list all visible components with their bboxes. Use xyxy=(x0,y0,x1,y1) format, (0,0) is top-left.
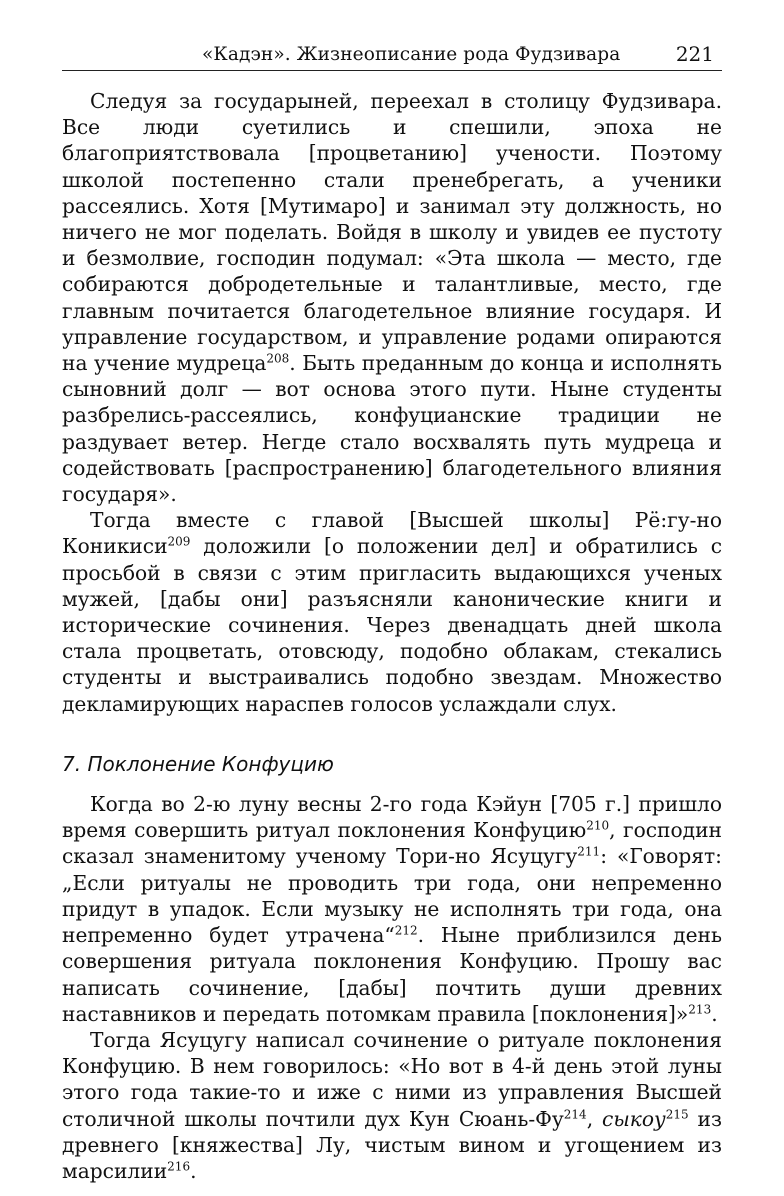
paragraph-text: , господин сказал знаменитому ученому Тори-но Ясуцугу xyxy=(62,818,722,869)
paragraph-text: . Ныне приблизился день совершения ритуала поклонения Конфуцию. Прошу вас написать сочинение, [дабы] почтить души древних наставников и передать потомкам правила [поклонения]» xyxy=(62,923,722,1026)
footnote-ref: 216 xyxy=(167,1159,191,1174)
footnote-ref: 212 xyxy=(394,923,418,938)
page-number: 221 xyxy=(675,42,714,66)
paragraph-text: из древнего [княжества] Лу, чистым вином и угощением из марсилии xyxy=(62,1106,722,1183)
footnote-ref: 208 xyxy=(266,351,290,366)
paragraph-text: : «Говорят: „Если ритуалы не проводить три года, они непременно придут в упадок. Если музыку не исполнять три года, она непременно будет утрачена“ xyxy=(62,844,722,948)
paragraph-text: Когда во 2-ю луну весны 2-го года Кэйун [705 г.] пришло время совершить ритуал поклонения Конфуцию xyxy=(62,792,722,843)
footnote-ref: 215 xyxy=(665,1106,689,1121)
paragraph-text: Тогда Ясуцугу написал сочинение о ритуале поклонения Конфуцию. В нем говорилось: «Но вот в 4-й день этой луны этого года такие-то и иже с ними из управления Высшей столичной школы почтили дух Кун Сюань-Фу xyxy=(62,1027,722,1131)
paragraph-text: доложили [о положении дел] и обратились с просьбой в связи с этим пригласить выдающихся ученых мужей, [дабы они] разъясняли канонические книги и исторические сочинения. Через двенадцать дней школа стала процветать, отовсюду, подобно облакам, стекались студенты и выстраивались подобно звездам. Множество декламирующих нараспев голосов услаждали слух. xyxy=(62,534,722,716)
running-header xyxy=(62,40,722,71)
paragraph-1 xyxy=(62,88,722,507)
footnote-ref: 210 xyxy=(586,818,610,833)
section-title: 7. Поклонение Конфуцию xyxy=(62,751,334,776)
page-body xyxy=(62,88,722,1184)
paragraph-text: Следуя за государыней, переехал в столицу Фудзивара. Все люди суетились и спешили, эпоха не благоприятствовала [процветанию] учености. Поэтому школой постепенно стали пренебрегать, а ученики рассеялись. Хотя [Мутимаро] и занимал эту должность, но ничего не мог поделать. Войдя в школу и увидев ее пустоту и безмолвие, господин подумал: «Эта школа — место, где собираются добродетельные и талантливые, место, где главным почитается благодетельное влияние государя. И управление государством, и управление родами опираются на учение мудреца xyxy=(62,89,722,376)
paragraph-text: , xyxy=(586,1106,603,1131)
paragraph-3 xyxy=(62,791,722,1027)
footnote-ref: 209 xyxy=(167,534,191,549)
italic-term: сыкоу xyxy=(602,1106,666,1131)
footnote-ref: 213 xyxy=(688,1001,712,1016)
paragraph-text: . xyxy=(711,1001,718,1026)
footnote-ref: 214 xyxy=(563,1106,587,1121)
footnote-ref: 211 xyxy=(577,844,601,859)
running-title: «Кадэн». Жизнеописание рода Фудзивара xyxy=(202,44,621,65)
paragraph-text: Тогда вместе с главой [Высшей школы] Рё:гу-но Коникиси xyxy=(62,508,722,559)
paragraph-2 xyxy=(62,507,722,717)
paragraph-text: . xyxy=(190,1158,197,1183)
paragraph-4 xyxy=(62,1027,722,1184)
paragraph-text: . Быть преданным до конца и исполнять сыновний долг — вот основа этого пути. Ныне студенты разбрелись-рассеялись, конфуцианские традиции не раздувает ветер. Негде стало восхвалять путь мудреца и содействовать [распространению] благодетельного влияния государя». xyxy=(62,351,722,507)
